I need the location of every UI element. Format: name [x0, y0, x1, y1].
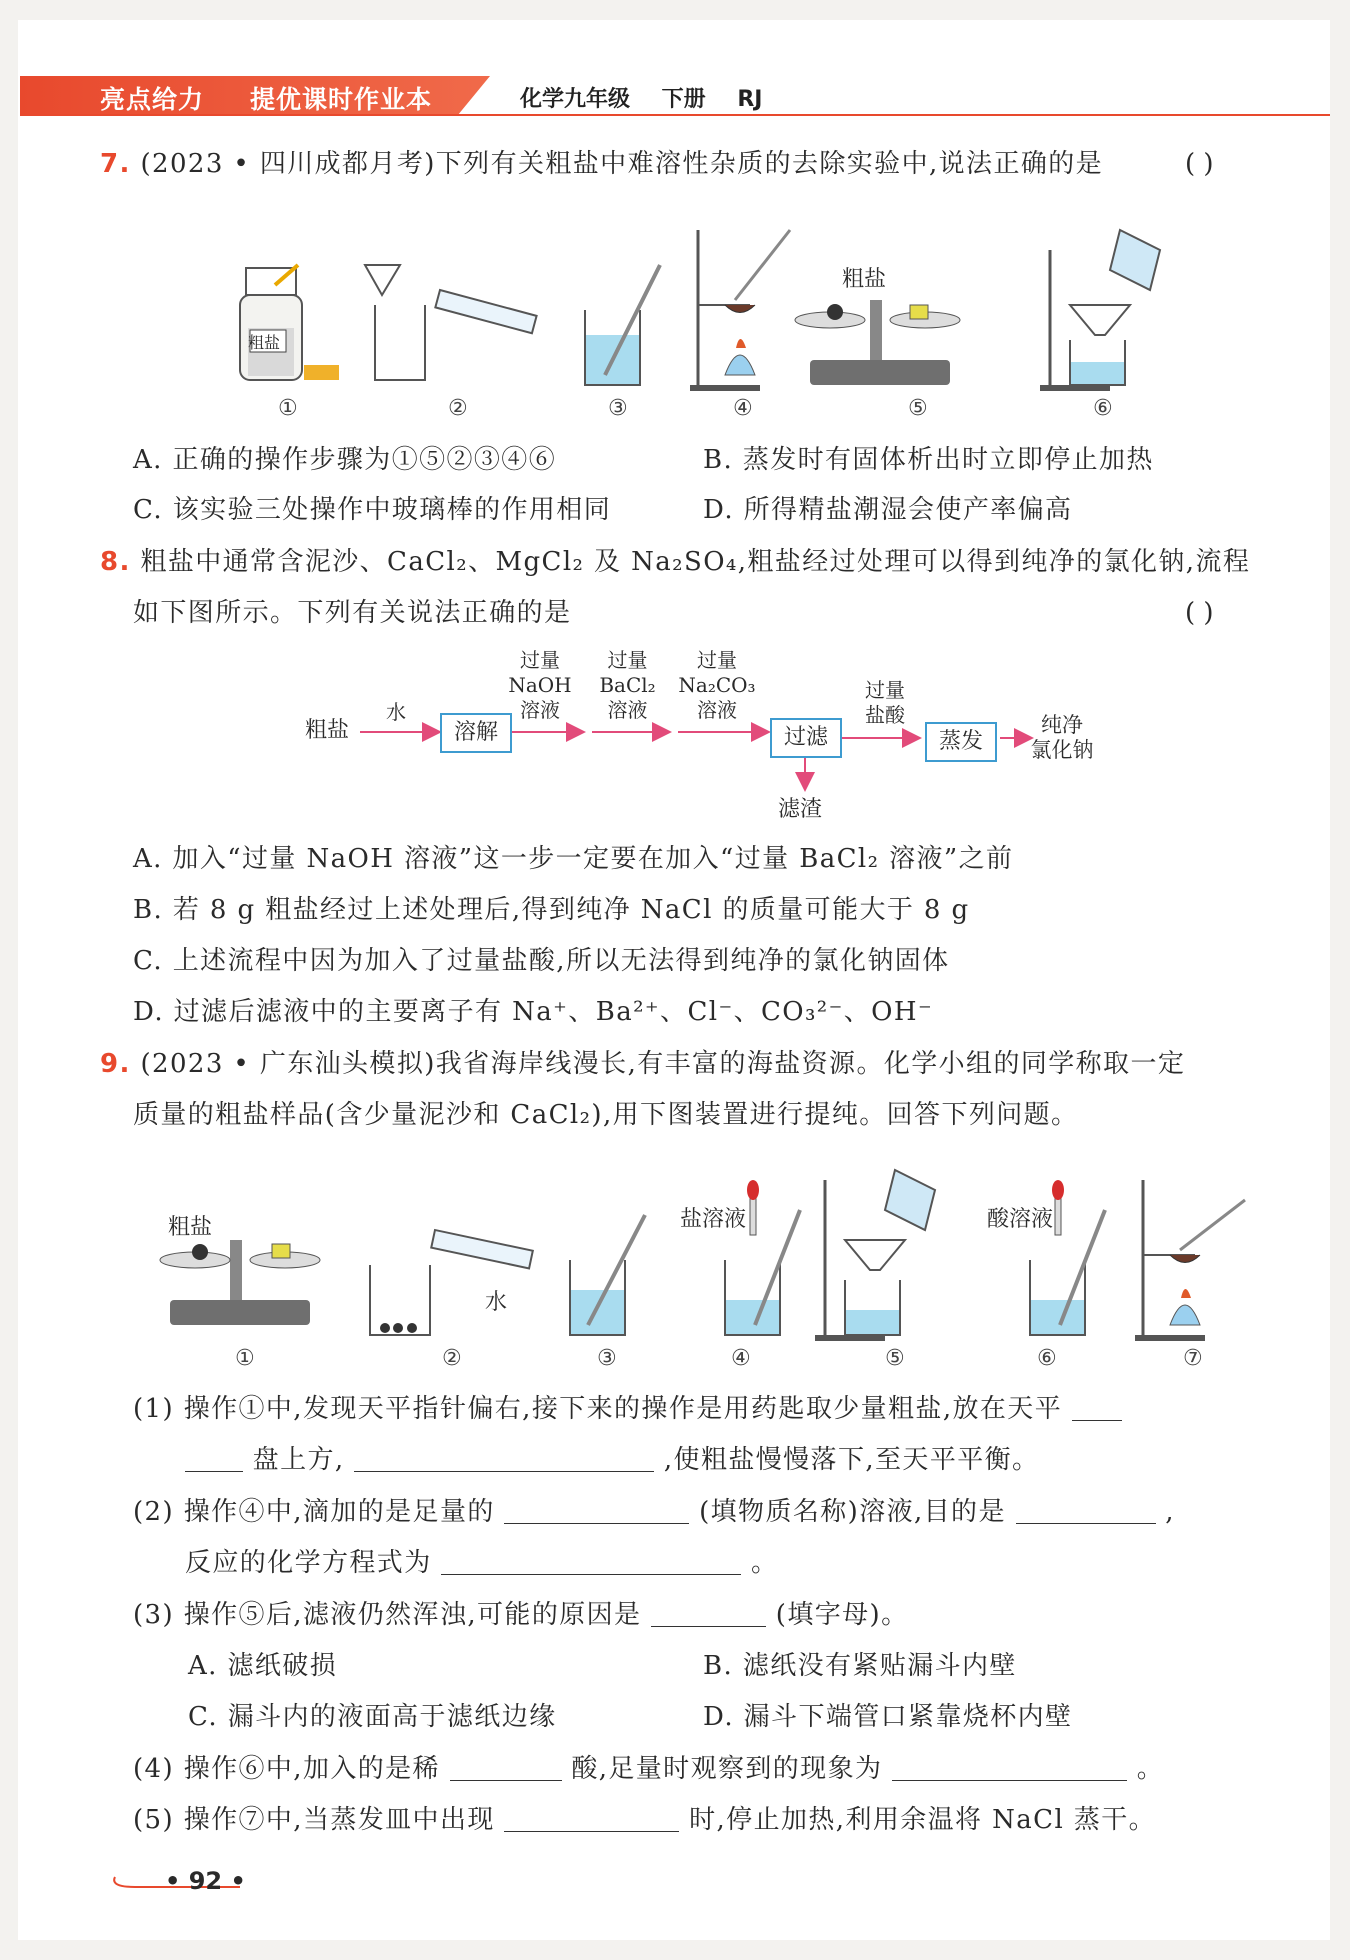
- q9-step-label: ④: [731, 1346, 751, 1371]
- header-brand: 亮点给力: [100, 85, 205, 114]
- stirring-beaker-icon: [585, 265, 660, 385]
- header-divider: [20, 114, 1330, 116]
- q9-number: 9.: [100, 1049, 131, 1079]
- flow-acid-line: 过量: [865, 678, 905, 702]
- q9-sub1-text: (1) 操作①中,发现天平指针偏右,接下来的操作是用药匙取少量粗盐,放在天平: [133, 1394, 1063, 1424]
- q9-sub2-text: (2) 操作④中,滴加的是足量的: [133, 1497, 495, 1527]
- answer-blank[interactable]: [450, 1754, 562, 1781]
- q7-text: (2023 • 四川成都月考)下列有关粗盐中难溶性杂质的去除实验中,说法正确的是: [140, 149, 1104, 179]
- header-subtitle: 提优课时作业本: [250, 85, 433, 114]
- q9-sub1-text: ,使粗盐慢慢落下,至天平平衡。: [663, 1445, 1040, 1475]
- flow-reagent2-line: 溶液: [607, 698, 648, 722]
- flow-water-label: 水: [386, 700, 406, 724]
- q9-water-label: 水: [485, 1290, 508, 1315]
- q9-sub3-line: [133, 1598, 908, 1632]
- q9-sub1-line2: [185, 1443, 1039, 1477]
- answer-blank[interactable]: [504, 1805, 679, 1832]
- page-number: • 92 •: [165, 1867, 246, 1895]
- q9-sub5-line: [133, 1803, 1156, 1837]
- q9-sub5-text: (5) 操作⑦中,当蒸发皿中出现: [133, 1805, 495, 1835]
- q9-salt-solution-label: 盐溶液: [680, 1207, 747, 1232]
- q9-sub2-text: ,: [1165, 1497, 1175, 1527]
- filtration-stand-icon: [1040, 230, 1160, 391]
- q9-text-line2: 质量的粗盐样品(含少量泥沙和 CaCl₂),用下图装置进行提纯。回答下列问题。: [133, 1100, 1079, 1130]
- q9-sub3-text: (3) 操作⑤后,滤液仍然浑浊,可能的原因是: [133, 1600, 642, 1630]
- q7-crude-salt-label: 粗盐: [842, 267, 887, 292]
- q7-apparatus-figure: [220, 210, 1180, 420]
- q9-crude-salt-label: 粗盐: [168, 1215, 213, 1240]
- answer-blank[interactable]: [504, 1497, 689, 1524]
- q8-text-line2: 如下图所示。下列有关说法正确的是: [133, 598, 572, 628]
- header-book-info: 化学九年级 下册 RJ: [520, 87, 763, 112]
- q8-option-b: B. 若 8 g 粗盐经过上述处理后,得到纯净 NaCl 的质量可能大于 8 g: [133, 895, 970, 925]
- q8-option-c: C. 上述流程中因为加入了过量盐酸,所以无法得到纯净的氯化钠固体: [133, 946, 950, 976]
- answer-blank[interactable]: [892, 1754, 1127, 1781]
- flow-reagent1-line: NaOH: [508, 673, 572, 697]
- flow-evaporate-box: 蒸发: [925, 722, 997, 762]
- q7-answer-paren: ( ): [1185, 149, 1214, 179]
- q9-step-label: ①: [235, 1346, 255, 1371]
- filtration-stand-icon: [815, 1170, 935, 1341]
- q9-sub4-text: 酸,足量时观察到的现象为: [571, 1754, 883, 1784]
- q9-sub4-text: (4) 操作⑥中,加入的是稀: [133, 1754, 440, 1784]
- q9-sub2-line1: [133, 1495, 1175, 1529]
- flow-residue-label: 滤渣: [778, 797, 823, 822]
- q9-sub3-text: (填字母)。: [775, 1600, 909, 1630]
- q9-step-label: ⑥: [1037, 1346, 1057, 1371]
- q9-sub5-text: 时,停止加热,利用余温将 NaCl 蒸干。: [689, 1805, 1157, 1835]
- q9-sub2-text: 。: [750, 1548, 779, 1578]
- flow-dissolve-box: 溶解: [440, 713, 512, 753]
- q9-sub3-option-b: B. 滤纸没有紧贴漏斗内壁: [703, 1651, 1017, 1681]
- q8-text-line1: 粗盐中通常含泥沙、CaCl₂、MgCl₂ 及 Na₂SO₄,粗盐经过处理可以得到纯净的氯化钠,流程: [140, 547, 1251, 577]
- answer-blank[interactable]: [441, 1548, 741, 1575]
- balance-icon: [795, 300, 960, 385]
- answer-blank[interactable]: [185, 1445, 243, 1472]
- reagent-jar-icon: [240, 265, 339, 380]
- q7-option-a: A. 正确的操作步骤为①⑤②③④⑥: [133, 445, 557, 475]
- q7-step-label: ⑥: [1093, 396, 1113, 421]
- flow-reagent2-line: BaCl₂: [599, 673, 656, 697]
- flow-reagent1-line: 过量: [520, 648, 560, 672]
- q9-sub3-option-a: A. 滤纸破损: [188, 1651, 338, 1681]
- q8-option-a: A. 加入“过量 NaOH 溶液”这一步一定要在加入“过量 BaCl₂ 溶液”之前: [133, 844, 1014, 874]
- flow-reagent3-line: 溶液: [697, 698, 737, 722]
- q7-stem: [100, 147, 1103, 181]
- stirring-beaker-icon: [570, 1215, 645, 1335]
- flow-reagent3-line: 过量: [697, 648, 737, 672]
- q7-option-b: B. 蒸发时有固体析出时立即停止加热: [703, 445, 1154, 475]
- q7-option-d: D. 所得精盐潮湿会使产率偏高: [703, 495, 1073, 525]
- q9-sub2-text: (填物质名称)溶液,目的是: [699, 1497, 1006, 1527]
- flow-crude-salt: 粗盐: [305, 718, 350, 743]
- flow-filter-box: 过滤: [770, 718, 842, 758]
- flow-reagent2: [590, 648, 665, 723]
- flow-product-line: 纯净: [1041, 713, 1083, 737]
- q9-sub4-line: [133, 1752, 1164, 1786]
- q7-step-label: ④: [733, 396, 753, 421]
- pour-cylinder-icon: [365, 265, 537, 380]
- flow-reagent2-line: 过量: [607, 648, 648, 672]
- q8-number: 8.: [100, 547, 131, 577]
- flow-reagent1: [505, 648, 575, 723]
- flow-reagent3: [672, 648, 762, 723]
- q7-step-label: ③: [608, 396, 628, 421]
- q9-stem: [100, 1047, 1185, 1081]
- balance-icon: [160, 1240, 320, 1325]
- q7-jar-label: 粗盐: [248, 333, 281, 352]
- answer-blank[interactable]: [1016, 1497, 1156, 1524]
- q9-sub4-text: 。: [1136, 1754, 1165, 1784]
- q7-step-label: ①: [278, 396, 298, 421]
- answer-blank[interactable]: [354, 1445, 654, 1472]
- answer-blank[interactable]: [651, 1600, 766, 1627]
- q7-option-c: C. 该实验三处操作中玻璃棒的作用相同: [133, 495, 612, 525]
- evaporation-stand-icon: [690, 230, 790, 391]
- q9-sub2-text: 反应的化学方程式为: [185, 1548, 432, 1578]
- q7-step-label: ②: [448, 396, 468, 421]
- q9-sub1-line1: [133, 1392, 1122, 1426]
- q9-sub2-line2: [185, 1546, 778, 1580]
- q9-step-label: ②: [442, 1346, 462, 1371]
- q7-step-label: ⑤: [908, 396, 928, 421]
- q9-step-label: ③: [597, 1346, 617, 1371]
- q7-number: 7.: [100, 149, 131, 179]
- evaporation-stand-icon: [1135, 1180, 1245, 1341]
- q9-step-label: ⑦: [1183, 1346, 1203, 1371]
- q9-sub1-text: 盘上方,: [252, 1445, 345, 1475]
- q8-answer-paren: ( ): [1185, 598, 1214, 628]
- q8-stem: [100, 545, 1250, 579]
- q9-step-label: ⑤: [885, 1346, 905, 1371]
- flow-acid-line: 盐酸: [865, 703, 905, 727]
- flow-product-line: 氯化钠: [1030, 738, 1094, 762]
- q9-apparatus-figure: [150, 1160, 1260, 1360]
- q9-text-line1: (2023 • 广东汕头模拟)我省海岸线漫长,有丰富的海盐资源。化学小组的同学称取一定: [140, 1049, 1186, 1079]
- q9-acid-solution-label: 酸溶液: [987, 1207, 1054, 1232]
- flow-reagent3-line: Na₂CO₃: [678, 673, 756, 697]
- q8-option-d: D. 过滤后滤液中的主要离子有 Na⁺、Ba²⁺、Cl⁻、CO₃²⁻、OH⁻: [133, 997, 934, 1027]
- q9-sub3-option-c: C. 漏斗内的液面高于滤纸边缘: [188, 1702, 557, 1732]
- flow-acid: [855, 678, 915, 728]
- answer-blank[interactable]: [1072, 1394, 1122, 1421]
- q9-sub3-option-d: D. 漏斗下端管口紧靠烧杯内壁: [703, 1702, 1073, 1732]
- pour-cylinder-icon: [370, 1230, 533, 1335]
- flow-product: [1027, 713, 1097, 763]
- flow-reagent1-line: 溶液: [520, 698, 560, 722]
